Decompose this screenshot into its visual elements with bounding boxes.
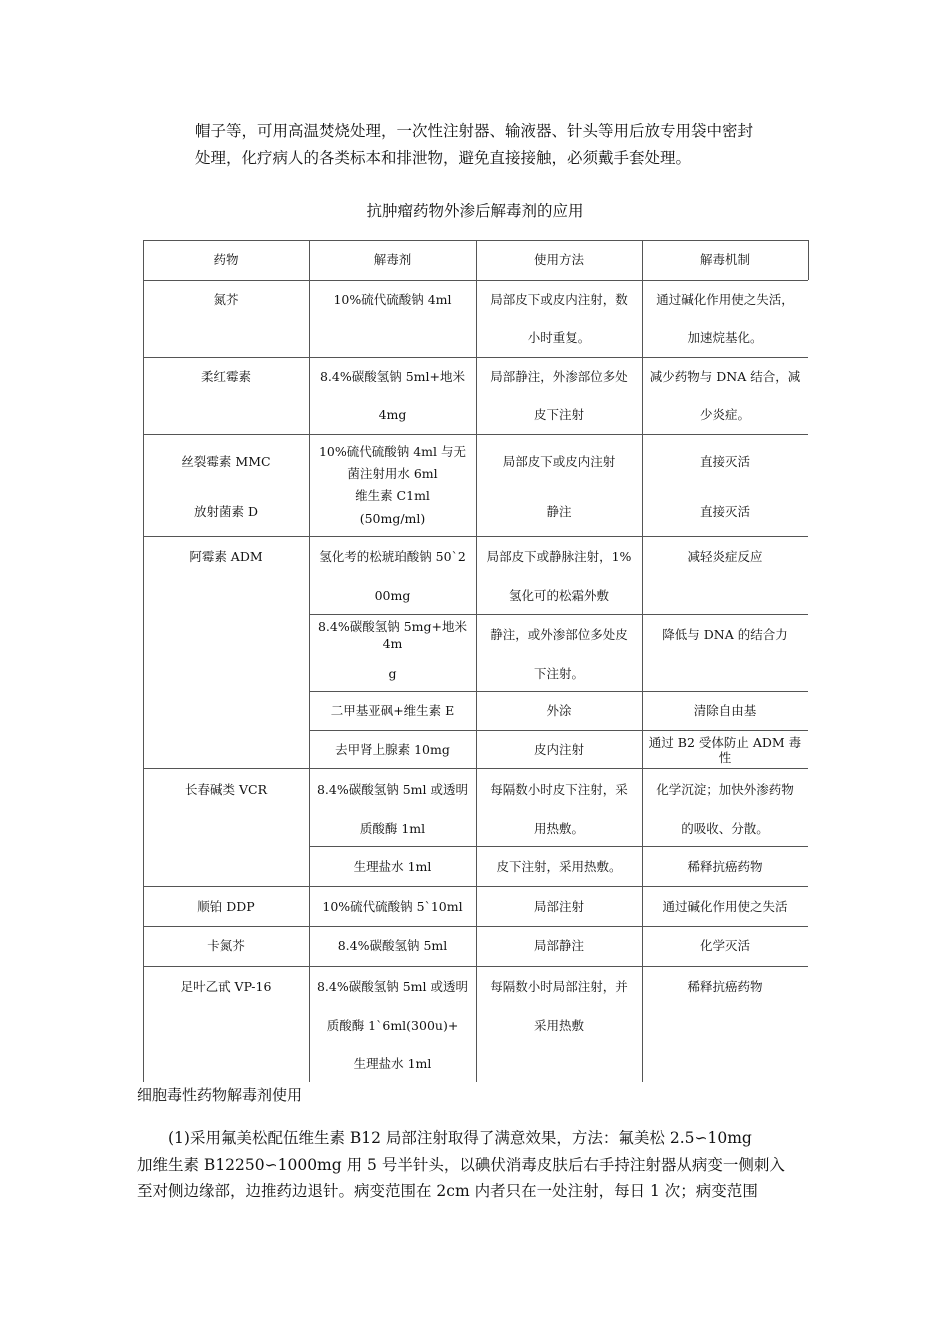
- method-cell: 下注射。: [533, 666, 584, 681]
- method-cell: 局部静注，外渗部位多处: [490, 369, 628, 384]
- drug-cell: 足叶乙甙 VP-16: [180, 979, 272, 994]
- antidote-cell: 菌注射用水 6ml: [347, 466, 438, 481]
- antidote-cell: 8.4%碳酸氢钠 5mg+地米: [317, 619, 467, 634]
- antidote-cell: 10%硫代硫酸钠 4ml 与无: [318, 444, 467, 459]
- row-divider: [309, 730, 808, 731]
- header-antidote: 解毒剂: [373, 252, 412, 267]
- mechanism-cell: 清除自由基: [693, 703, 757, 718]
- mechanism-cell: 直接灭活: [699, 504, 750, 519]
- method-cell: 静注，或外渗部位多处皮: [490, 627, 628, 642]
- paragraph-line: (1)采用氟美松配伍维生素 B12 局部注射取得了满意效果，方法：氟美松 2.5∽10mg: [137, 1129, 752, 1147]
- mechanism-cell: 的吸收、分散。: [681, 821, 769, 836]
- method-cell: 局部皮下或皮内注射，数: [490, 292, 628, 307]
- antidote-cell: 二甲基亚砜+维生素 E: [330, 703, 455, 718]
- antidote-cell: 8.4%碳酸氢钠 5ml 或透明: [316, 782, 468, 797]
- drug-cell: 卡氮芥: [207, 938, 245, 953]
- method-cell: 局部静注: [533, 938, 584, 953]
- drug-cell: 丝裂霉素 MMC: [181, 454, 271, 469]
- method-cell: 局部皮下或静脉注射，1%: [486, 549, 632, 564]
- method-cell: 局部注射: [533, 899, 584, 914]
- method-cell: 静注: [546, 504, 572, 519]
- drug-cell: 放射菌素 D: [194, 504, 258, 519]
- mechanism-cell: 通过碱化作用使之失活，: [656, 292, 794, 307]
- mechanism-cell: 直接灭活: [699, 454, 750, 469]
- method-cell: 局部皮下或皮内注射: [502, 454, 616, 469]
- antidote-cell: 10%硫代硫酸钠 5`10ml: [322, 899, 463, 914]
- antidote-cell: 8.4%碳酸氢钠 5ml+地米: [319, 369, 465, 384]
- antidote-cell: 10%硫代硫酸钠 4ml: [333, 292, 452, 307]
- drug-cell: 氮芥: [213, 292, 239, 307]
- intro-line: 帽子等，可用高温焚烧处理，一次性注射器、输液器、针头等用后放专用袋中密封: [195, 122, 754, 140]
- antidote-cell: (50mg/ml): [359, 511, 426, 526]
- antidote-cell: 生理盐水 1ml: [353, 859, 432, 874]
- section-title: 细胞毒性药物解毒剂使用: [137, 1086, 303, 1104]
- row-divider: [309, 614, 808, 615]
- method-cell: 皮内注射: [533, 742, 584, 757]
- antidote-cell: 8.4%碳酸氢钠 5ml: [337, 938, 448, 953]
- mechanism-cell: 稀释抗癌药物: [687, 979, 763, 994]
- method-cell: 每隔数小时皮下注射，采: [490, 782, 628, 797]
- antidote-cell: 00mg: [374, 588, 411, 603]
- method-cell: 皮下注射，采用热敷。: [496, 859, 622, 874]
- antidote-cell: 维生素 C1ml: [355, 488, 430, 503]
- method-cell: 氢化可的松霜外敷: [508, 588, 609, 603]
- antidote-cell: 去甲肾上腺素 10mg: [335, 742, 450, 757]
- antidote-cell: 生理盐水 1ml: [353, 1056, 432, 1071]
- method-cell: 小时重复。: [527, 330, 591, 345]
- drug-cell: 柔红霉素: [200, 369, 251, 384]
- antidote-cell: 4mg: [378, 407, 407, 422]
- col-divider: [309, 240, 310, 1082]
- row-divider: [309, 691, 808, 692]
- antidote-cell: 质酸酶 1`6ml(300u)+: [326, 1018, 459, 1033]
- paragraph-line: 加维生素 B12250∽1000mg 用 5 号半针头，以碘伏消毒皮肤后右手持注射器从病变一侧刺入: [137, 1155, 785, 1174]
- antidote-cell: g: [388, 666, 397, 681]
- method-cell: 皮下注射: [533, 407, 584, 422]
- header-method: 使用方法: [533, 252, 584, 267]
- method-cell: 采用热敷: [533, 1018, 584, 1033]
- method-cell: 每隔数小时局部注射，并: [490, 979, 628, 994]
- antidote-cell: 质酸酶 1ml: [359, 821, 426, 836]
- antidote-table: [143, 240, 808, 1082]
- drug-cell: 顺铂 DDP: [197, 899, 255, 914]
- antidote-cell: 8.4%碳酸氢钠 5ml 或透明: [316, 979, 468, 994]
- mechanism-cell: 稀释抗癌药物: [687, 859, 763, 874]
- row-divider: [309, 846, 808, 847]
- method-cell: 用热敷。: [533, 821, 584, 836]
- method-cell: 外涂: [546, 703, 572, 718]
- antidote-cell: 氢化考的松琥珀酸钠 50`2: [319, 549, 466, 564]
- mechanism-cell: 通过 B2 受体防止 ADM 毒: [648, 735, 802, 750]
- col-divider: [808, 240, 809, 280]
- mechanism-cell: 加速烷基化。: [687, 330, 763, 345]
- col-divider: [476, 240, 477, 1082]
- drug-cell: 长春碱类 VCR: [185, 782, 267, 797]
- mechanism-cell: 性: [718, 750, 732, 765]
- table-caption: 抗肿瘤药物外渗后解毒剂的应用: [366, 202, 584, 220]
- mechanism-cell: 减轻炎症反应: [687, 549, 763, 564]
- mechanism-cell: 降低与 DNA 的结合力: [662, 627, 788, 642]
- col-divider: [143, 240, 144, 1082]
- paragraph-line: 至对侧边缘部，边推药边退针。病变范围在 2cm 内者只在一处注射，每日 1 次；病变范围: [137, 1182, 758, 1201]
- col-divider: [642, 240, 643, 1082]
- mechanism-cell: 化学灭活: [699, 938, 750, 953]
- mechanism-cell: 通过碱化作用使之失活: [662, 899, 788, 914]
- mechanism-cell: 减少药物与 DNA 结合，减: [649, 369, 801, 384]
- mechanism-cell: 化学沉淀；加快外渗药物: [656, 782, 794, 797]
- intro-line: 处理，化疗病人的各类标本和排泄物，避免直接接触，必须戴手套处理。: [195, 148, 692, 167]
- intro-text: [195, 118, 835, 171]
- header-mechanism: 解毒机制: [699, 252, 750, 267]
- mechanism-cell: 少炎症。: [699, 407, 750, 422]
- drug-cell: 阿霉素 ADM: [189, 549, 263, 564]
- header-drug: 药物: [213, 252, 239, 267]
- antidote-cell: 4m: [382, 636, 403, 651]
- body-paragraph: [137, 1125, 815, 1205]
